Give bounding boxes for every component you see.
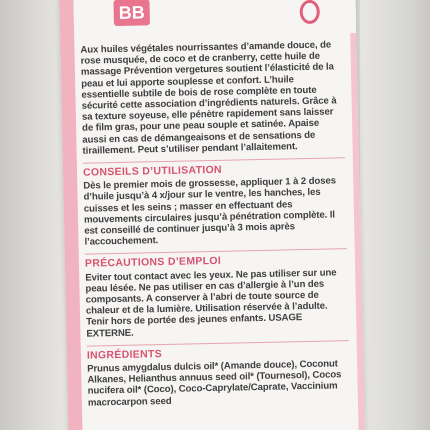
product-box-side (59, 0, 364, 430)
box-top-band (73, 0, 356, 33)
ingredients-text: Prunus amygdalus dulcis oil* (Amande douce), Coconut Alkanes, Helianthus annuus seed oil* (Tournesol), Cocos nucifera oil* (Coco), Coco-Caprylate/Caprate, Vaccinium macrocarpon seed (87, 358, 342, 409)
brand-badge: BB (113, 0, 150, 26)
precautions-heading: PRÉCAUTIONS D’EMPLOI (84, 255, 222, 271)
ingredients-heading: INGRÉDIENTS (86, 347, 163, 362)
precautions-section (85, 249, 349, 340)
usage-text: Dès le premier mois de grossesse, appliquer 1 à 2 doses d’huile jusqu’à 4 x/jour sur le ventre, les hanches, les cuisses et les seins ; masser en effectuant des mouvements circulaires jusqu’à pénétration complète. Il est conseillé de continuer jusqu’à 3 mois après l’accouchement. (83, 175, 337, 248)
background-right (360, 0, 430, 430)
usage-section (83, 157, 347, 248)
ingredients-section (87, 340, 350, 408)
usage-heading: CONSEILS D’UTILISATION (82, 163, 222, 179)
intro-paragraph: Aux huiles végétales nourrissantes d’amande douce, de rose musquée, de coco et de cranberry, cette huile de massage Prévention vergetures soutient l’élasticité de la peau et lui apporte souplesse et confort. L’huile essentielle subtile de bois de rose complète en toute sécurité cette association d’ingrédients naturels. Grâce à sa texture soyeuse, elle pénètre rapidement sans laisser de film gras, pour une peau souple et satinée. Apaise aussi en cas de démangeaisons et de sensations de tiraillement. Peut s’utiliser pendant l’allaitement. (80, 39, 337, 157)
precautions-text: Eviter tout contact avec les yeux. Ne pas utiliser sur une peau lésée. Ne pas utiliser en cas d’allergie à l’un des composants. A conserver à l’abri de toute source de chaleur et de la lumière. Utilisation réservée à l’adulte. Tenir hors de portée des jeunes enfants. USAGE EXTERNE. (85, 267, 337, 340)
logo-mark-icon (299, 0, 319, 24)
label-text-block (80, 39, 350, 408)
